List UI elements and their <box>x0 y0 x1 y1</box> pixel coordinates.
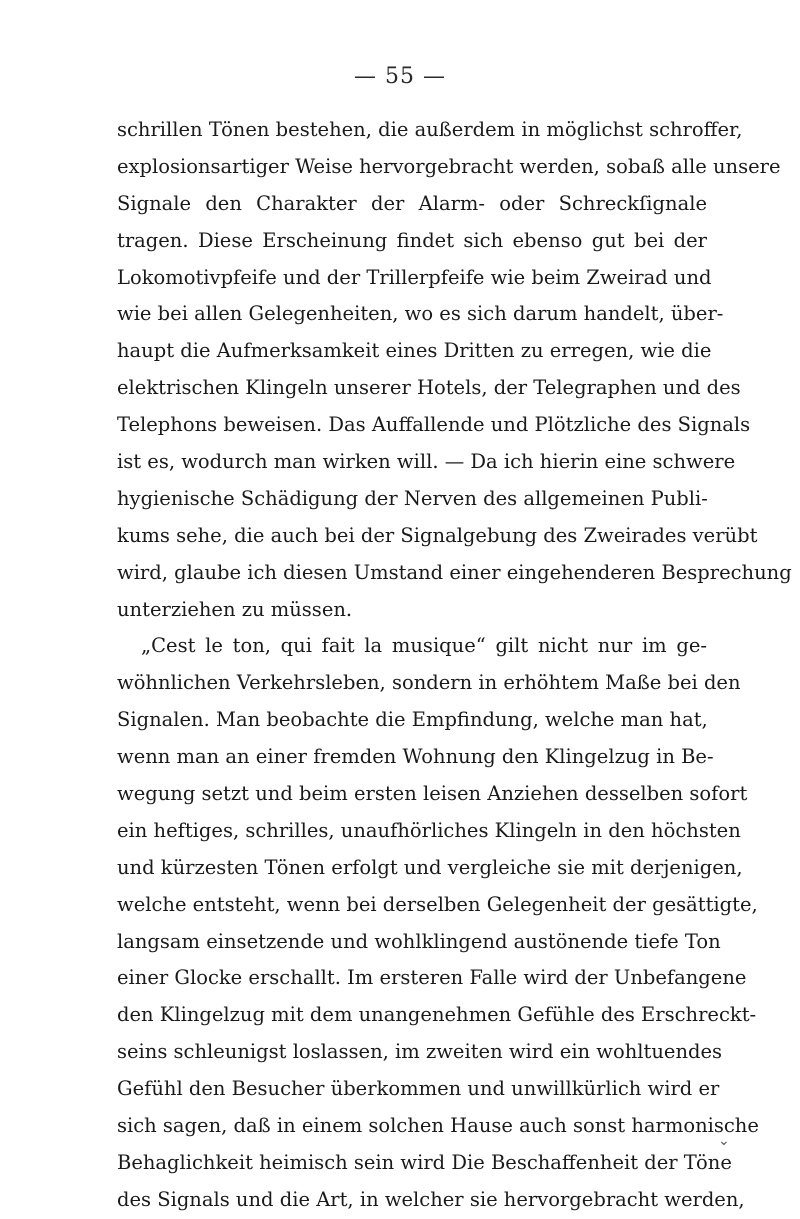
text-line: wie bei allen Gelegenheiten, wo es sich darum handelt, über- <box>117 302 724 326</box>
text-line: den Klingelzug mit dem unangenehmen Gefühle des Erschreckt- <box>117 1003 757 1027</box>
text-line: Gefühl den Besucher überkommen und unwillkürlich wird er <box>117 1077 720 1101</box>
text-line: kums sehe, die auch bei der Signalgebung des Zweirades verübt <box>117 523 758 547</box>
page-number: — 55 — <box>354 64 446 89</box>
text-line: Signale den Charakter der Alarm- oder Schreckſignale <box>117 191 707 215</box>
margin-mark: ⌄ <box>718 1133 730 1149</box>
text-line: sich sagen, daß in einem solchen Hause auch sonst harmonische <box>117 1114 759 1138</box>
text-line: tragen. Diese Erscheinung findet sich ebenso gut bei der <box>117 228 707 252</box>
text-line: einer Glocke erschallt. Im ersteren Falle wird der Unbefangene <box>117 966 747 990</box>
text-line: seins schleunigst loslassen, im zweiten wird ein wohltuendes <box>117 1040 723 1064</box>
text-line: und kürzesten Tönen erfolgt und vergleiche sie mit derjenigen, <box>117 855 743 879</box>
text-line: „Cest le ton, qui fait la musique“ gilt nicht nur im ge- <box>141 634 707 658</box>
text-line: hygienische Schädigung der Nerven des allgemeinen Publi- <box>117 486 708 510</box>
text-line: haupt die Aufmerksamkeit eines Dritten zu erregen, wie die <box>117 339 712 363</box>
text-line: Behaglichkeit heimisch sein wird Die Beschaffenheit der Töne <box>117 1150 732 1174</box>
text-line: langsam einsetzende und wohlklingend austönende tiefe Ton <box>117 929 721 953</box>
text-line: wöhnlichen Verkehrsleben, sondern in erhöhtem Maße bei den <box>117 671 741 695</box>
text-line: wird, glaube ich diesen Umstand einer eingehenderen Besprechung <box>117 560 792 584</box>
text-line: ein heftiges, schrilles, unaufhörliches Klingeln in den höchsten <box>117 818 741 842</box>
text-line: elektrischen Klingeln unserer Hotels, der Telegraphen und des <box>117 376 741 400</box>
text-line: wegung setzt und beim ersten leisen Anziehen desselben sofort <box>117 782 748 806</box>
text-line: ist es, wodurch man wirken will. — Da ich hierin eine schwere <box>117 450 736 474</box>
text-line: schrillen Tönen bestehen, die außerdem in möglichst schroffer, <box>117 118 743 141</box>
text-line: des Signals und die Art, in welcher sie hervorgebracht werden, <box>117 1187 745 1211</box>
text-line: welche entsteht, wenn bei derselben Gelegenheit der gesättigte, <box>117 892 758 916</box>
body-text <box>117 112 792 1219</box>
text-line: wenn man an einer fremden Wohnung den Klingelzug in Be- <box>117 745 714 769</box>
text-line: explosionsartiger Weise hervorgebracht werden, sobaß alle unsere <box>117 154 781 178</box>
text-line: Lokomotivpfeife und der Trillerpfeife wie beim Zweirad und <box>117 265 712 289</box>
text-line: Signalen. Man beobachte die Empfindung, welche man hat, <box>117 708 708 732</box>
text-line: unterziehen zu müssen. <box>117 597 353 621</box>
text-line: Telephons beweisen. Das Auffallende und Plötzliche des Signals <box>117 413 751 437</box>
